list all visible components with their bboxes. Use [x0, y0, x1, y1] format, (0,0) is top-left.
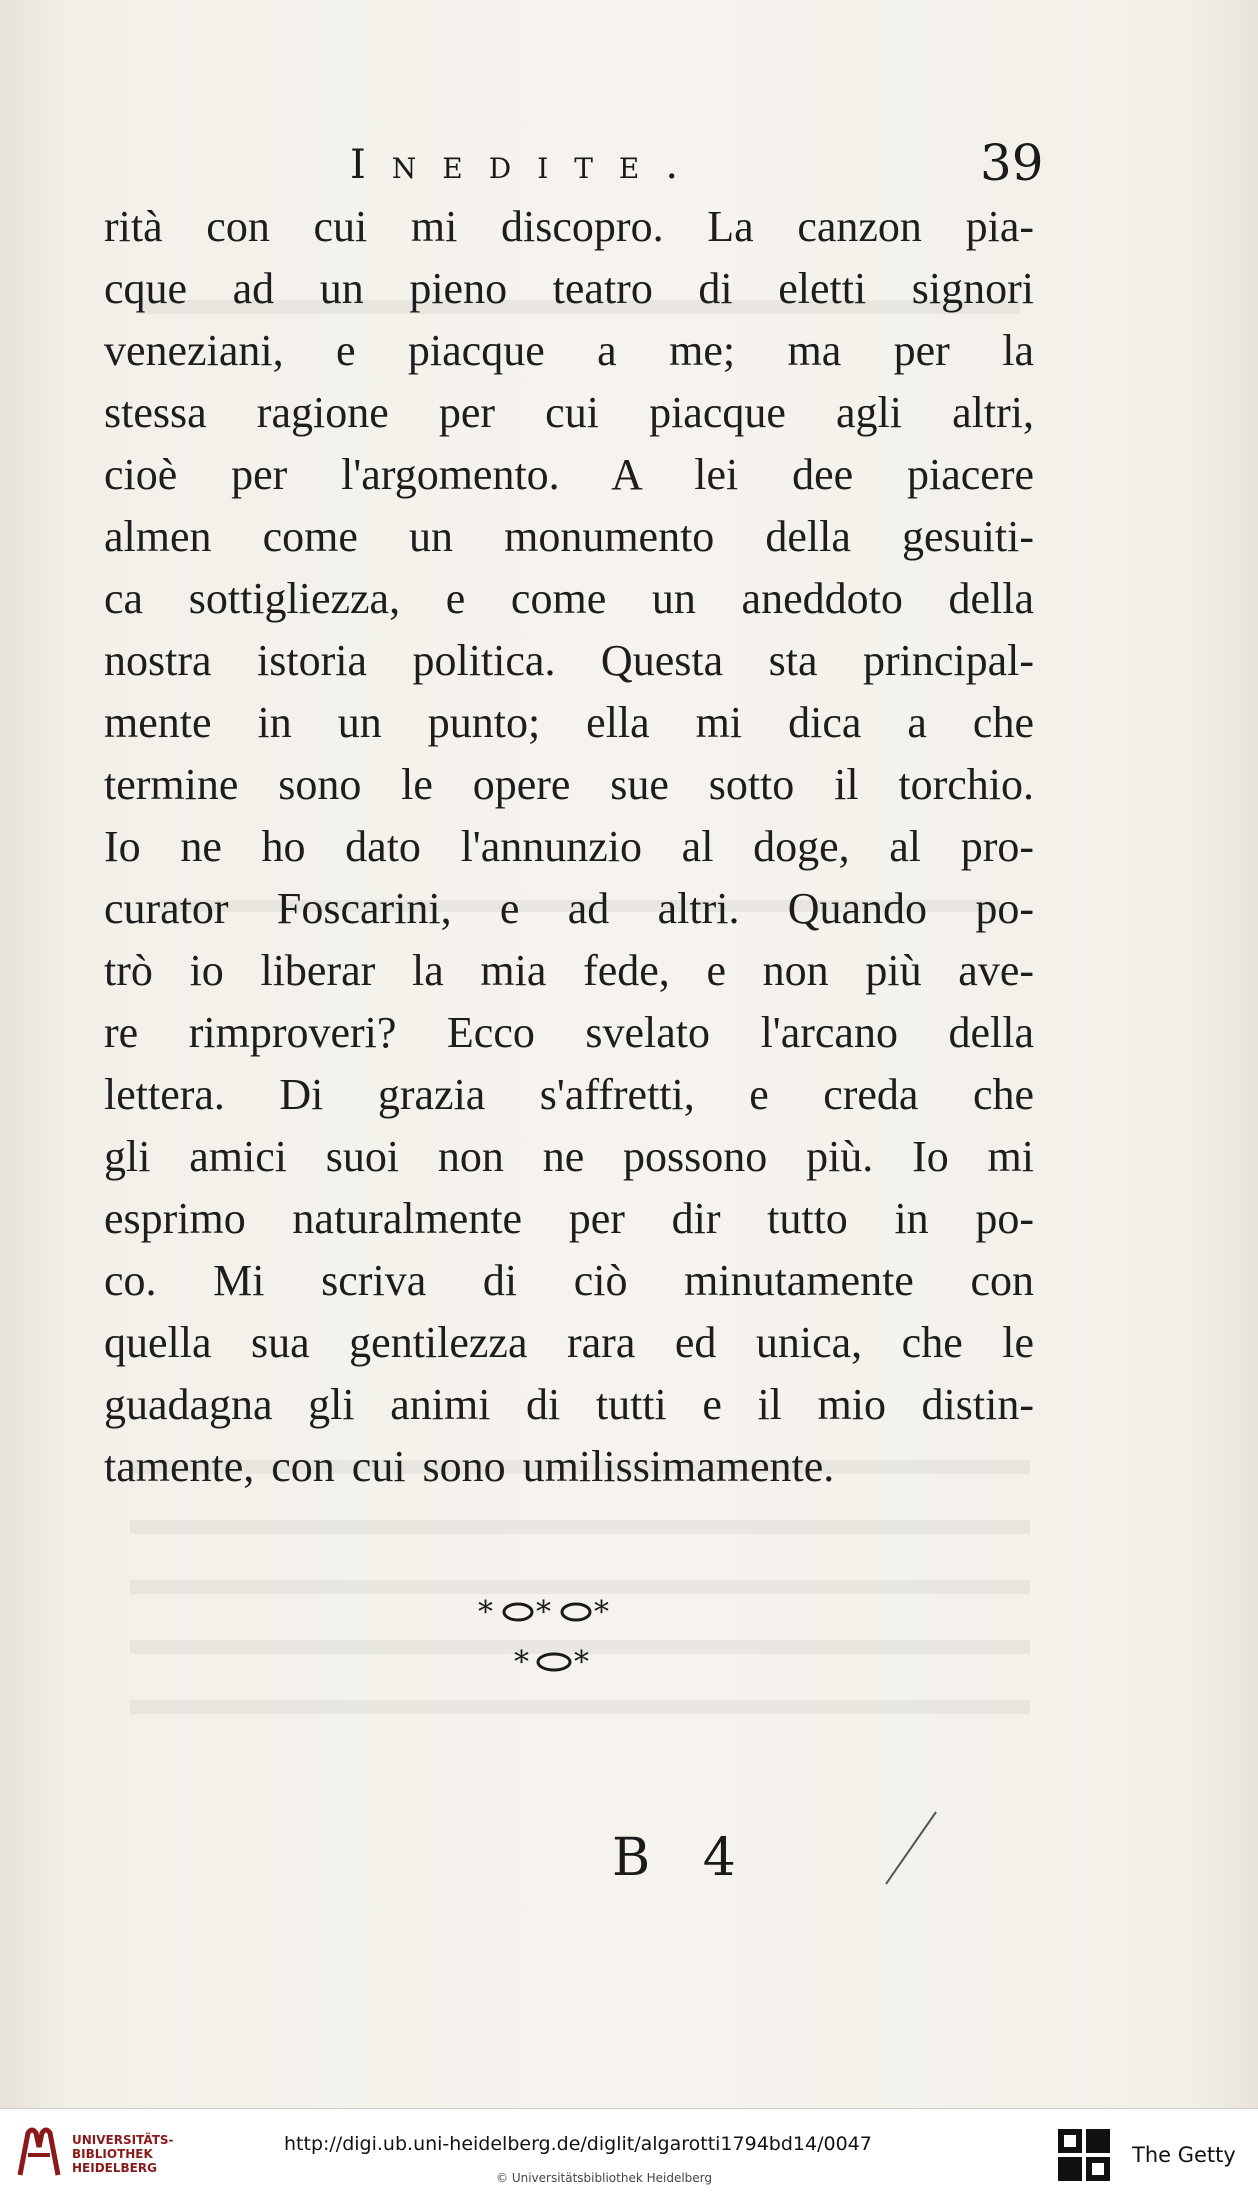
- text-line: veneziani, e piacque a me; ma per la: [104, 326, 1034, 375]
- text-line: almen come un monumento della gesuiti-: [104, 512, 1034, 561]
- text-line: guadagna gli animi di tutti e il mio distin-: [104, 1380, 1034, 1429]
- page-number: 39: [980, 134, 1044, 192]
- partner-name: The Getty: [1132, 2143, 1236, 2167]
- svg-text:*: *: [536, 1595, 551, 1630]
- text-line: termine sono le opere sue sotto il torchio.: [104, 760, 1034, 809]
- heidelberg-logo-icon: [14, 2125, 64, 2181]
- text-line: cioè per l'argomento. A lei dee piacere: [104, 450, 1034, 499]
- asterisk-loop-ornament-icon: [478, 1588, 648, 1688]
- footer-bar: [0, 2108, 1258, 2200]
- text-line: gli amici suoi non ne possono più. Io mi: [104, 1132, 1034, 1181]
- text-line: stessa ragione per cui piacque agli altri,: [104, 388, 1034, 437]
- getty-logo-icon: [1056, 2127, 1112, 2183]
- text-line: Io ne ho dato l'annunzio al doge, al pro-: [104, 822, 1034, 871]
- text-line: tamente, con cui sono umilissimamente.: [104, 1442, 835, 1491]
- permalink-url[interactable]: http://digi.ub.uni-heidelberg.de/diglit/algarotti1794bd14/0047: [284, 2133, 872, 2155]
- text-line: nostra istoria politica. Questa sta principal-: [104, 636, 1034, 685]
- text-line: ca sottigliezza, e come un aneddoto della: [104, 574, 1034, 623]
- svg-text:*: *: [478, 1595, 493, 1630]
- text-line: re rimproveri? Ecco svelato l'arcano della: [104, 1008, 1034, 1057]
- text-line: cque ad un pieno teatro di eletti signori: [104, 264, 1034, 313]
- body-text: [104, 196, 1034, 1498]
- signature-mark: B 4: [612, 1828, 754, 1888]
- text-line: quella sua gentilezza rara ed unica, che le: [104, 1318, 1034, 1367]
- svg-text:*: *: [514, 1645, 529, 1680]
- text-line: mente in un punto; ella mi dica a che: [104, 698, 1034, 747]
- text-line: esprimo naturalmente per dir tutto in po-: [104, 1194, 1034, 1243]
- text-line: rità con cui mi discopro. La canzon pia-: [104, 202, 1034, 251]
- library-name: UNIVERSITÄTS- BIBLIOTHEK HEIDELBERG: [72, 2133, 174, 2175]
- copyright-notice: © Universitätsbibliothek Heidelberg: [496, 2171, 713, 2185]
- text-line: curator Foscarini, e ad altri. Quando po-: [104, 884, 1034, 933]
- text-line: lettera. Di grazia s'affretti, e creda che: [104, 1070, 1034, 1119]
- running-head-title: Inedite.: [350, 142, 705, 188]
- svg-text:*: *: [594, 1595, 609, 1630]
- text-line: co. Mi scriva di ciò minutamente con: [104, 1256, 1034, 1305]
- text-line: trò io liberar la mia fede, e non più ave-: [104, 946, 1034, 995]
- pencil-stroke: [880, 1808, 940, 1888]
- svg-text:*: *: [574, 1645, 589, 1680]
